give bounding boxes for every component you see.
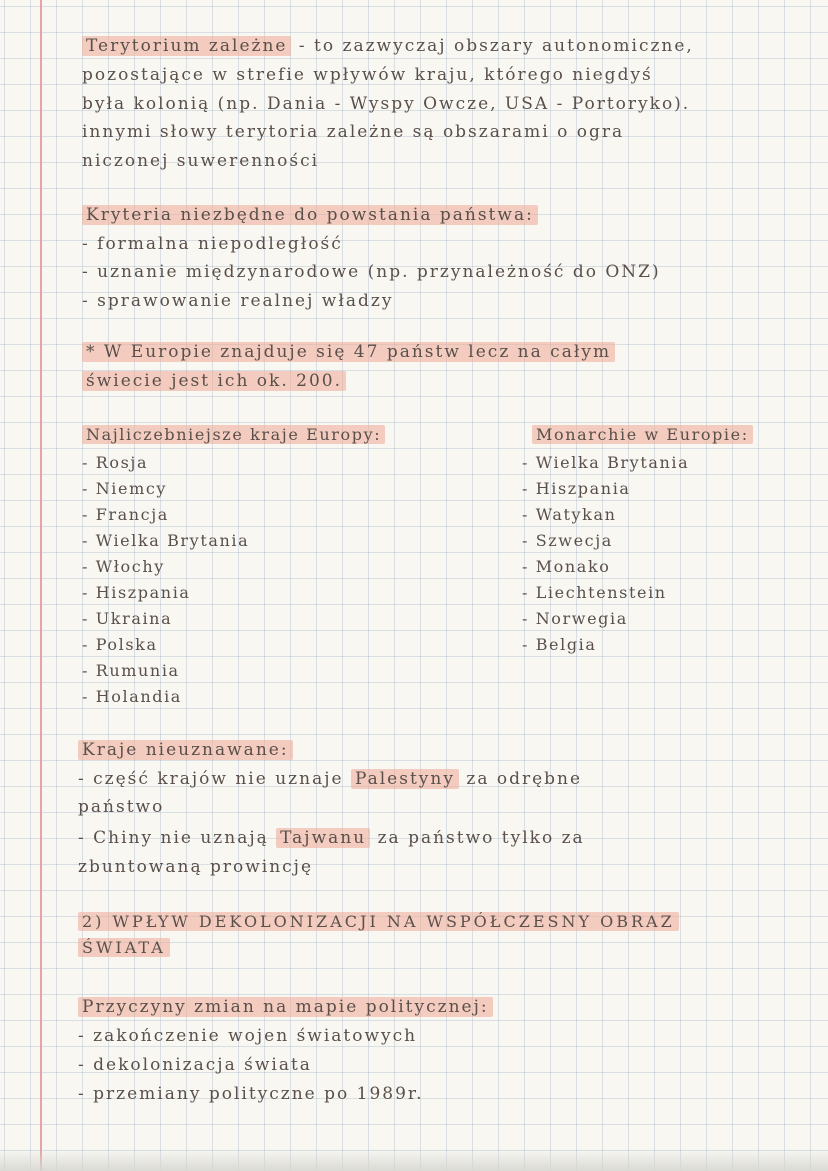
section-2-title-line-1-text: 2) WPŁYW DEKOLONIZACJI NA WSPÓŁCZESNY OBRAZ — [78, 912, 679, 931]
populous-item: - Wielka Brytania — [82, 531, 250, 550]
unrecognized-line-2: państwo — [78, 797, 165, 817]
margin-line — [40, 0, 42, 1171]
monarchies-item: - Wielka Brytania — [522, 453, 690, 472]
monarchies-item: - Norwegia — [522, 609, 628, 628]
criteria-item: - uznanie międzynarodowe (np. przynależność do ONZ) — [82, 262, 661, 282]
monarchies-heading — [532, 423, 753, 447]
causes-item: - przemiany polityczne po 1989r. — [78, 1084, 424, 1104]
populous-item: - Niemcy — [82, 479, 168, 498]
definition-line-5: niczonej suwerenności — [82, 151, 320, 171]
monarchies-item: - Hiszpania — [522, 479, 631, 498]
monarchies-item: - Liechtenstein — [522, 583, 667, 602]
palestine-highlight: Palestyny — [351, 769, 459, 789]
criteria-item: - formalna niepodległość — [82, 234, 343, 254]
monarchies-item: - Szwecja — [522, 531, 613, 550]
populous-item: - Hiszpania — [82, 583, 191, 602]
unrecognized-heading-text: Kraje nieuznawane: — [78, 740, 293, 760]
populous-item: - Polska — [82, 635, 158, 654]
unrecognized-line-1 — [78, 767, 582, 791]
populous-item: - Holandia — [82, 687, 182, 706]
causes-heading-text: Przyczyny zmian na mapie politycznej: — [78, 997, 493, 1017]
unrecognized-line-3 — [78, 826, 585, 850]
unrecognized-line-1-before: - część krajów nie uznaje — [78, 769, 351, 789]
unrecognized-line-3-before: - Chiny nie uznają — [78, 828, 277, 848]
unrecognized-line-1-after: za odrębne — [458, 769, 583, 789]
populous-item: - Francja — [82, 505, 169, 524]
populous-heading-text: Najliczebniejsze kraje Europy: — [82, 425, 385, 444]
populous-item: - Rumunia — [82, 661, 180, 680]
definition-line-4: innymi słowy terytoria zależne są obszarami o ogra — [82, 122, 625, 142]
unrecognized-line-4: zbuntowaną prowincję — [78, 857, 314, 877]
section-2-title-line-2-text: ŚWIATA — [78, 938, 170, 957]
page-bottom-edge — [0, 1149, 828, 1171]
monarchies-item: - Monako — [522, 557, 611, 576]
taiwan-highlight: Tajwanu — [276, 828, 370, 848]
populous-item: - Rosja — [82, 453, 149, 472]
definition-line-1 — [82, 34, 694, 58]
section-2-title-line-2 — [78, 936, 170, 960]
definition-line-3: była kolonią (np. Dania - Wyspy Owcze, USA - Portoryko). — [82, 94, 691, 114]
populous-item: - Ukraina — [82, 609, 173, 628]
causes-heading — [78, 995, 493, 1019]
section-2-title-line-1 — [78, 910, 679, 934]
monarchies-heading-text: Monarchie w Europie: — [532, 425, 753, 444]
populous-heading — [82, 423, 385, 447]
europe-note-line-2-text: świecie jest ich ok. 200. — [82, 371, 346, 391]
criteria-heading-text: Kryteria niezbędne do powstania państwa: — [82, 205, 538, 225]
europe-note-line-1-text: * W Europie znajduje się 47 państw lecz na całym — [82, 342, 615, 362]
criteria-heading — [82, 203, 538, 227]
definition-line-2: pozostające w strefie wpływów kraju, którego niegdyś — [82, 65, 653, 85]
criteria-item: - sprawowanie realnej władzy — [82, 291, 394, 311]
populous-item: - Włochy — [82, 557, 165, 576]
unrecognized-line-3-after: za państwo tylko za — [370, 828, 585, 848]
europe-note-line-1 — [82, 340, 615, 364]
monarchies-item: - Watykan — [522, 505, 617, 524]
causes-item: - zakończenie wojen światowych — [78, 1026, 418, 1046]
definition-line-1-rest: - to zazwyczaj obszary autonomiczne, — [291, 36, 694, 56]
monarchies-item: - Belgia — [522, 635, 597, 654]
causes-item: - dekolonizacja świata — [78, 1055, 312, 1075]
unrecognized-heading — [78, 738, 293, 762]
definition-term: Terytorium zależne — [82, 36, 291, 56]
europe-note-line-2 — [82, 369, 346, 393]
